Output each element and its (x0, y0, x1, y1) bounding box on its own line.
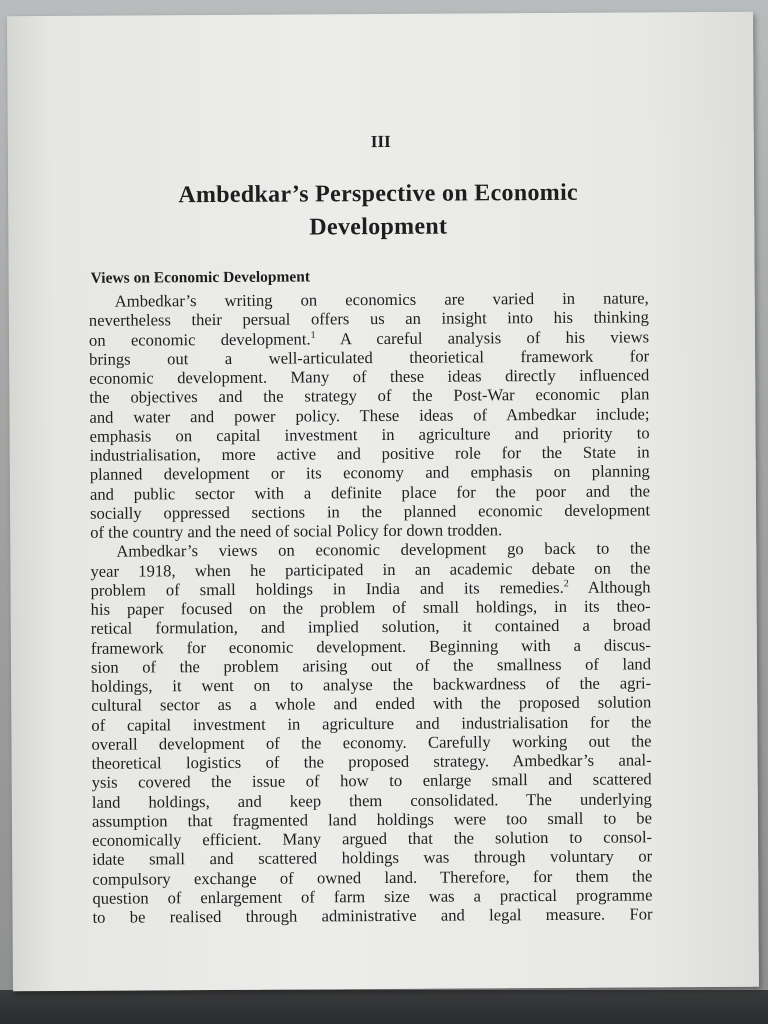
text-line: idate small and scattered holdings was through voluntary or (92, 846, 653, 870)
text-line: economically efficient. Many argued that the solution to consol- (92, 827, 653, 850)
text-line: brings out a well-articulated theorietical framework for (89, 346, 650, 369)
text-line: question of enlargement of farm size was a practical programme (92, 885, 653, 908)
text-line: socially oppressed sections in the planned economic development (90, 500, 651, 523)
text-line: planned development or its economy and emphasis on planning (89, 461, 650, 485)
text-line: of capital investment in agriculture and industrialisation for the (91, 711, 652, 735)
text-line: theoretical logistics of the proposed strategy. Ambedkar’s anal- (91, 750, 652, 773)
text-span: problem of small holdings in India and its remedies. (90, 577, 564, 600)
book-edge-shadow (0, 990, 768, 1024)
chapter-number: III (370, 131, 391, 152)
footnote-ref: 1 (310, 329, 316, 341)
text-line: land holdings, and keep them consolidated. The underlying (91, 788, 652, 812)
footnote-ref: 2 (563, 578, 569, 590)
body-text (89, 288, 653, 927)
text-line: cultural sector as a whole and ended with the proposed solution (91, 692, 652, 716)
section-heading: Views on Economic Development (90, 268, 311, 287)
text-line: economic development. Many of these ideas directly influenced (89, 365, 650, 388)
chapter-title-line: Ambedkar’s Perspective on Economic (178, 179, 579, 209)
text-line: Ambedkar’s views on economic development go back to the (116, 538, 651, 561)
text-line: overall development of the economy. Carefully working out the (91, 731, 652, 754)
text-line: assumption that fragmented land holdings were too small to be (91, 808, 652, 831)
chapter-title (88, 176, 668, 246)
text-line: Ambedkar’s writing on economics are varied in nature, (114, 288, 649, 311)
book-page (7, 12, 759, 992)
text-line: year 1918, when he participated in an academic debate on the (90, 557, 651, 581)
text-line: sion of the problem arising out of the smallness of land (90, 654, 652, 677)
text-line: the objectives and the strategy of the Post-War economic plan (89, 384, 650, 408)
text-span: on economic development. (88, 328, 311, 350)
text-line: emphasis on capital investment in agriculture and priority to (89, 423, 650, 446)
text-line: holdings, it went on to analyse the backwardness of the agri- (91, 673, 652, 696)
text-line: and public sector with a definite place for the poor and the (89, 480, 650, 504)
text-line: industrialisation, more active and positive role for the State in (89, 442, 650, 465)
text-span: A careful analysis of his views (339, 326, 650, 348)
text-line: and water and power policy. These ideas of Ambedkar include; (89, 403, 650, 427)
text-line: framework for economic development. Beginning with a discus- (90, 634, 651, 658)
text-line: compulsory exchange of owned land. Therefore, for them the (92, 865, 653, 889)
text-line: of the country and the need of social Policy for down trodden. (90, 520, 503, 542)
chapter-title-line: Development (309, 213, 448, 241)
text-line: retical formulation, and implied solution, it contained a broad (90, 615, 651, 639)
text-line: nevertheless their persual offers us an insight into his thinking (88, 307, 649, 331)
text-line: his paper focused on the problem of small holdings, in its theo- (90, 596, 651, 619)
text-line: ysis covered the issue of how to enlarge small and scattered (91, 769, 652, 793)
text-span: Although (587, 577, 651, 597)
text-line: to be realised through administrative and legal measure. For (92, 904, 653, 927)
